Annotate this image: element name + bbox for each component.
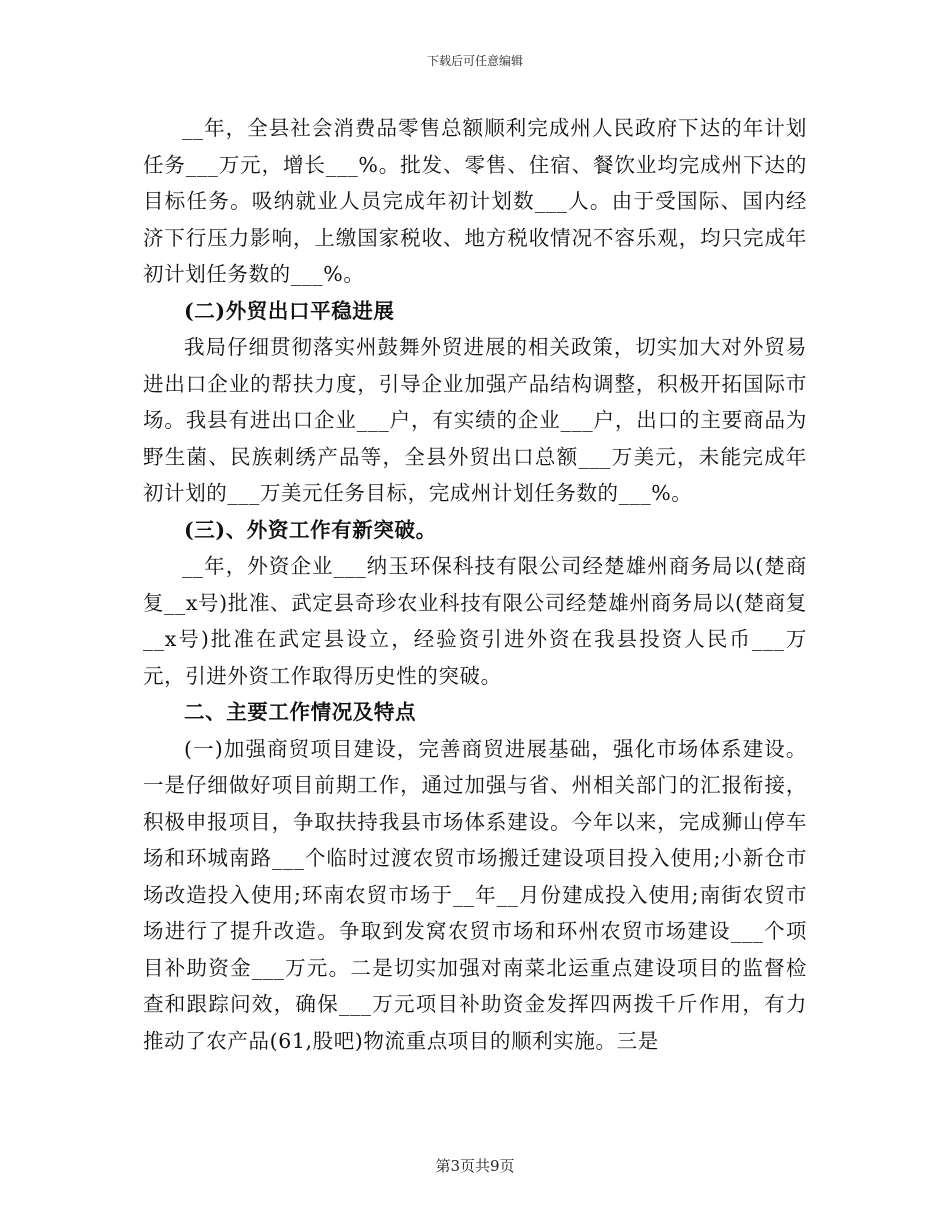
paragraph-project-construction: (一)加强商贸项目建设，完善商贸进展基础，强化市场体系建设。一是仔细做好项目前期工作，通过加强与省、州相关部门的汇报衔接，积极申报项目，争取扶持我县市场体系建设。今年以来，完成狮山停车场和环城南路___个临时过渡农贸市场搬迁建设项目投入使用;小新仓市场改造投入使用;环南农贸市场于__年__月份建成投入使用;南街农贸市场进行了提升改造。争取到发窝农贸市场和环州农贸市场建设___个项目补助资金___万元。二是切实加强对南菜北运重点建设项目的监督检查和跟踪问效，确保___万元项目补助资金发挥四两拨千斤作用，有力推动了农产品(61,股吧)物流重点项目的顺利实施。三是 — [143, 736, 807, 1053]
paragraph-foreign-trade: 我局仔细贯彻落实州鼓舞外贸进展的相关政策，切实加大对外贸易进出口企业的帮扶力度，引导企业加强产品结构调整，积极开拓国际市场。我县有进出口企业___户，有实绩的企业___户，出口的主要商品为野生菌、民族刺绣产品等，全县外贸出口总额___万美元，未能完成年初计划的___万美元任务目标，完成州计划任务数的___%。 — [143, 335, 807, 505]
page-header-note: 下载后可任意编辑 — [426, 54, 523, 68]
section-heading-foreign-trade: (二)外贸出口平稳进展 — [184, 298, 395, 323]
section-heading-main-work: 二、主要工作情况及特点 — [184, 700, 417, 724]
document-body — [143, 110, 807, 1059]
paragraph-foreign-investment: __年，外资企业___纳玉环保科技有限公司经楚雄州商务局以(楚商复__x号)批准、武定县奇珍农业科技有限公司经楚雄州商务局以(楚商复__x号)批准在武定县设立，经验资引进外资在我县投资人民币___万元，引进外资工作取得历史性的突破。 — [143, 554, 807, 688]
page-number: 第3页共9页 — [435, 1157, 515, 1175]
paragraph-retail-sales: __年，全县社会消费品零售总额顺利完成州人民政府下达的年计划任务___万元，增长___%。批发、零售、住宿、餐饮业均完成州下达的目标任务。吸纳就业人员完成年初计划数___人。由于受国际、国内经济下行压力影响，上缴国家税收、地方税收情况不容乐观，均只完成年初计划任务数的___%。 — [143, 116, 807, 286]
section-heading-foreign-investment: (三)、外资工作有新突破。 — [184, 517, 437, 542]
